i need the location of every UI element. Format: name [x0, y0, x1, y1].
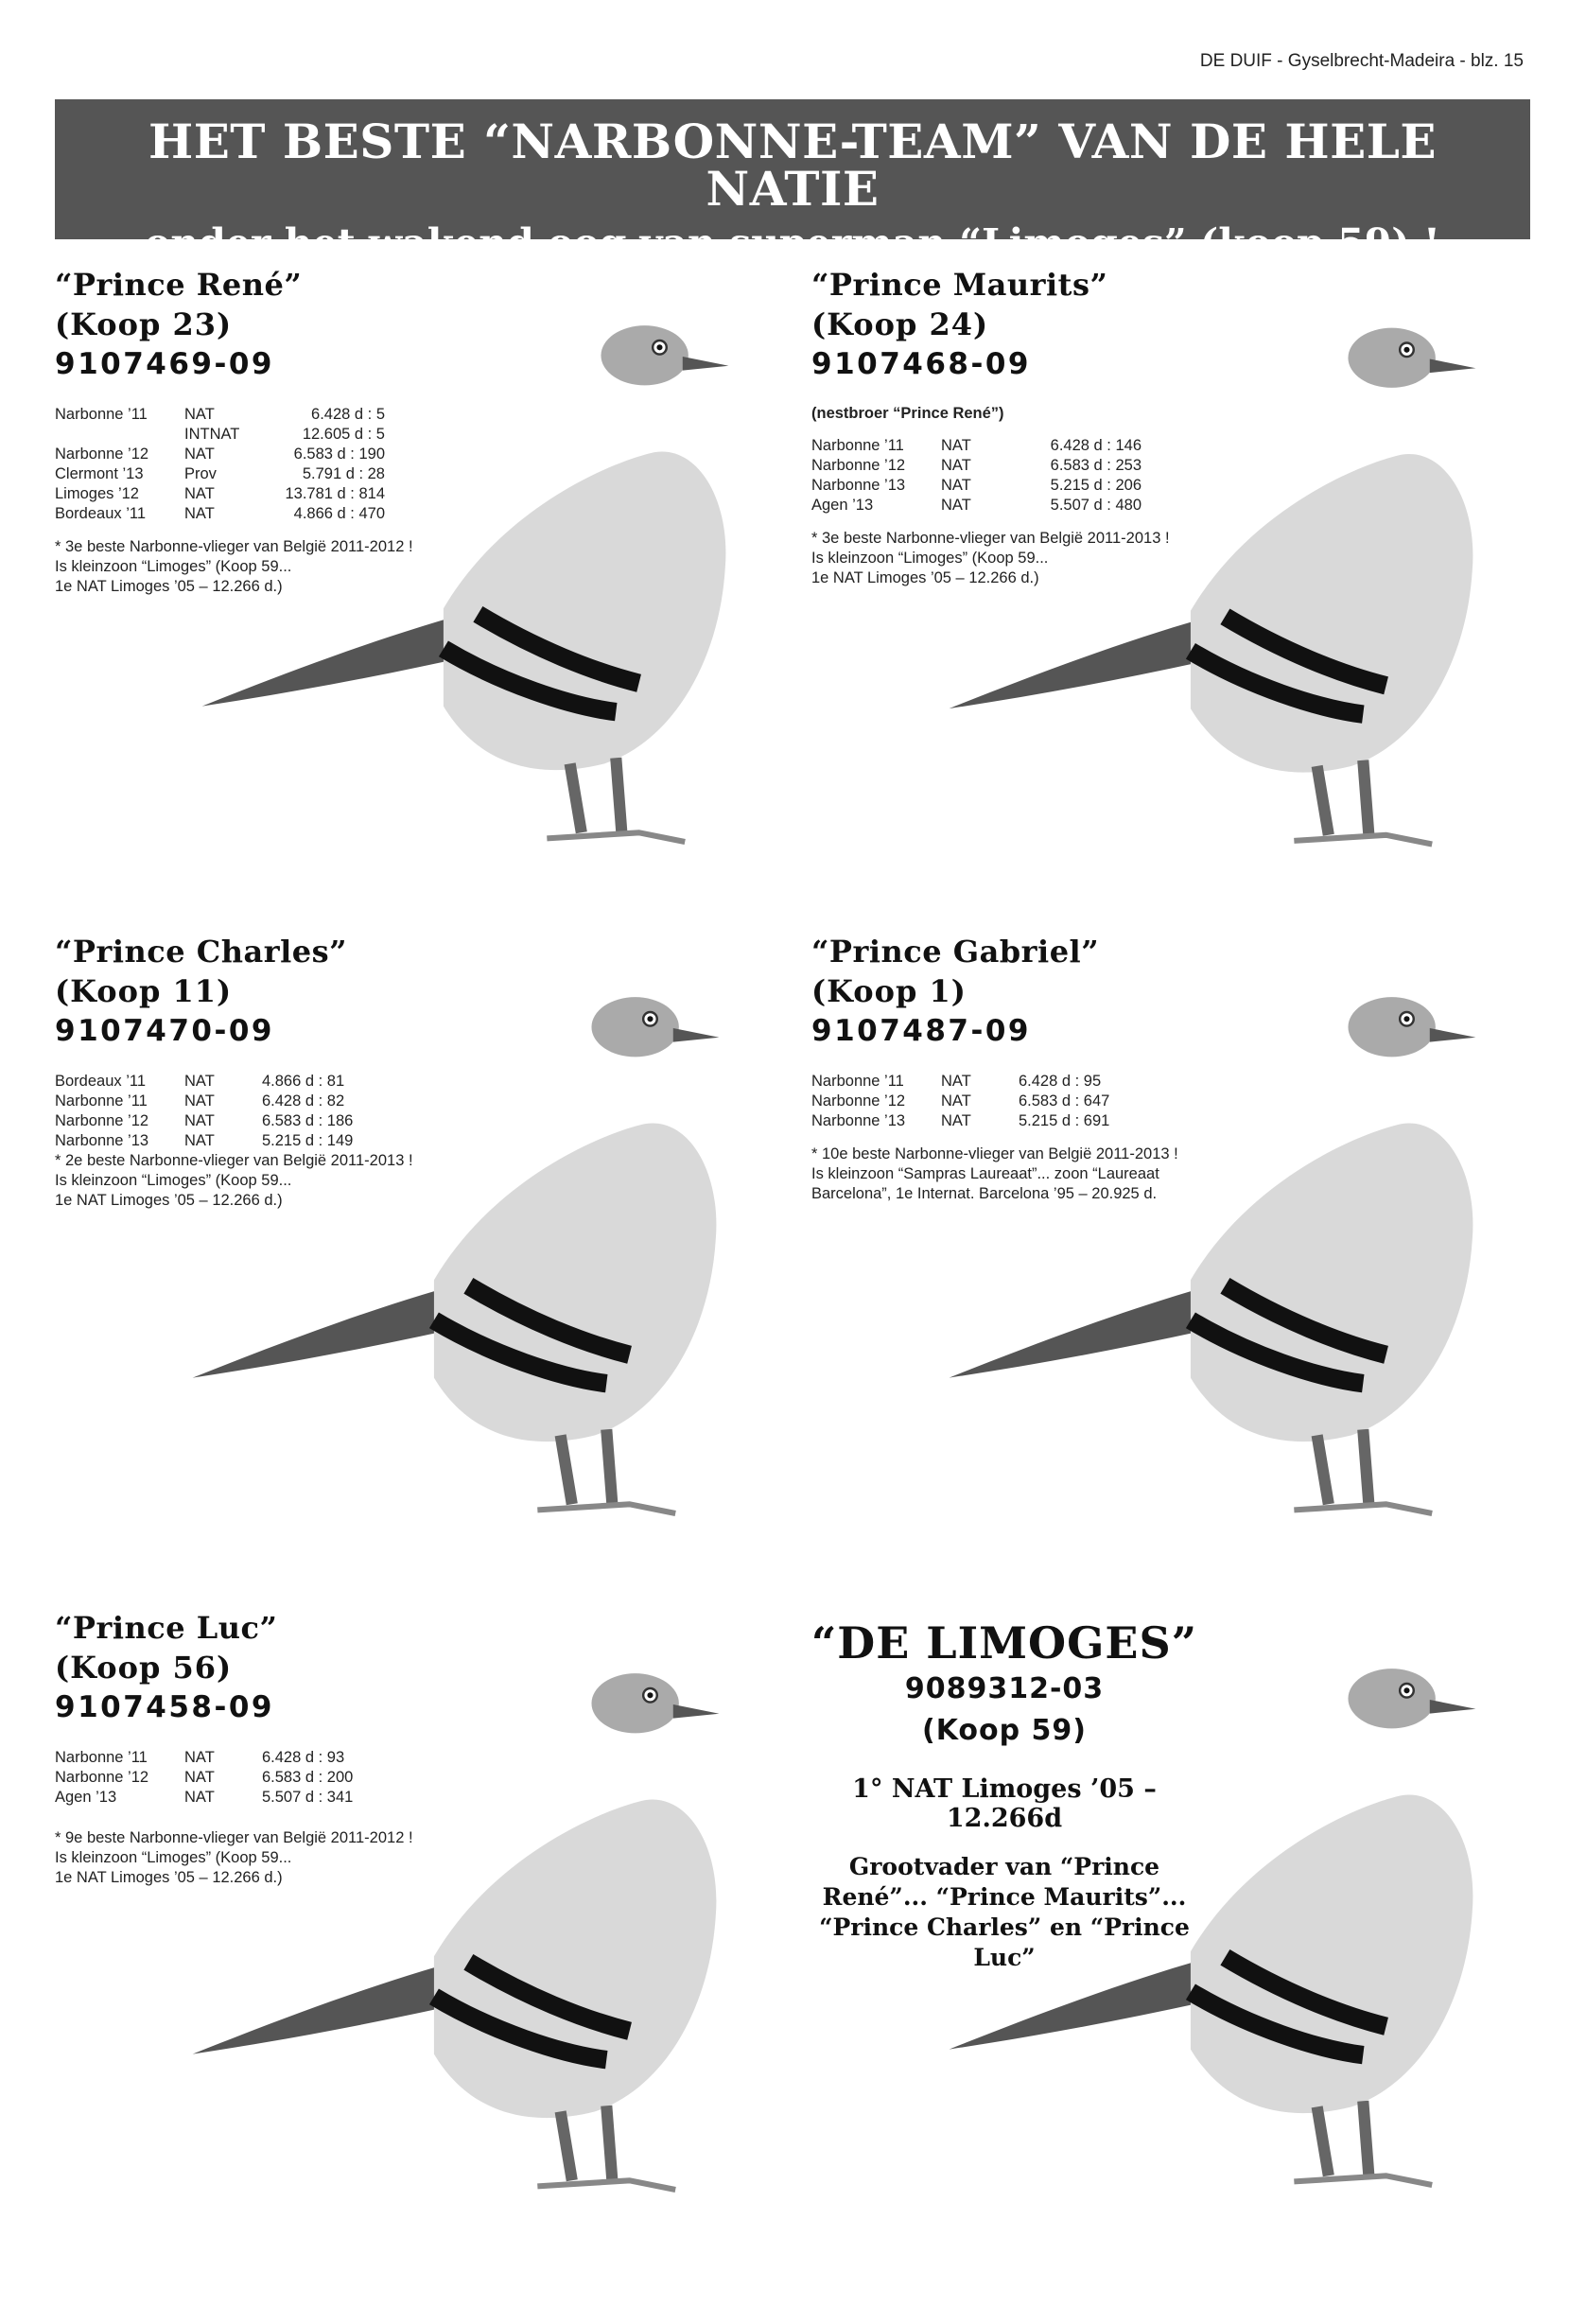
result-row: Bordeaux ’11 NAT 4.866 d : 470: [55, 505, 385, 522]
pigeon-ring: 9107468-09: [811, 347, 1031, 381]
pigeon-ring: 9107487-09: [811, 1014, 1031, 1048]
result-row: Agen ’13 NAT 5.507 d : 341: [55, 1789, 354, 1806]
result-row: Narbonne ’11 NAT 6.428 d : 93: [55, 1749, 345, 1766]
result-row: Narbonne ’11 NAT 6.428 d : 82: [55, 1092, 345, 1110]
pigeon-image-prince-gabriel: [903, 941, 1490, 1584]
pigeon-koop: (Koop 1): [811, 973, 967, 1009]
result-row: INTNAT 12.605 d : 5: [184, 426, 385, 443]
limoges-result: 1° NAT Limoges ’05 – 12.266d: [852, 1774, 1157, 1833]
pigeon-notes: * 3e beste Narbonne-vlieger van België 2011-2012 ! Is kleinzoon “Limoges” (Koop 59... 1e NAT Limoges ’05 – 12.266 d.): [55, 538, 413, 595]
result-row: Narbonne ’12 NAT 6.583 d : 647: [811, 1092, 1110, 1110]
result-row: Narbonne ’12 NAT 6.583 d : 190: [55, 446, 385, 463]
result-row: Agen ’13 NAT 5.507 d : 480: [811, 497, 1142, 514]
result-row: Narbonne ’12 NAT 6.583 d : 200: [55, 1769, 354, 1786]
pigeon-name: “Prince Maurits”: [811, 267, 1108, 303]
pigeon-ring: 9107469-09: [55, 347, 274, 381]
result-row: Narbonne ’13 NAT 5.215 d : 691: [811, 1112, 1110, 1129]
headline-subtitle: onder het wakend oog van superman “Limoges” (koop 59) !: [145, 220, 1440, 266]
result-row: Narbonne ’13 NAT 5.215 d : 206: [811, 477, 1142, 494]
result-row: Limoges ’12 NAT 13.781 d : 814: [55, 485, 385, 502]
pigeon-ring: 9107470-09: [55, 1014, 274, 1048]
pigeon-notes: * 2e beste Narbonne-vlieger van België 2011-2013 ! Is kleinzoon “Limoges” (Koop 59... 1e NAT Limoges ’05 – 12.266 d.): [55, 1152, 413, 1209]
pigeon-image-prince-rene: [156, 270, 742, 913]
headline-title: HET BESTE “NARBONNE-TEAM” VAN DE HELE NATIE: [148, 114, 1438, 217]
result-row: Narbonne ’12 NAT 6.583 d : 253: [811, 457, 1142, 474]
nestbroer-line: (nestbroer “Prince René”): [811, 405, 1004, 422]
pigeon-notes: * 3e beste Narbonne-vlieger van België 2011-2013 ! Is kleinzoon “Limoges” (Koop 59... 1e NAT Limoges ’05 – 12.266 d.): [811, 530, 1170, 586]
limoges-grandfather: Grootvader van “Prince René”... “Prince Maurits”... “Prince Charles” en “Prince Luc”: [819, 1853, 1190, 1971]
pigeon-koop: (Koop 11): [55, 973, 233, 1009]
pigeon-image-prince-luc: [147, 1617, 733, 2261]
pigeon-koop: (Koop 24): [811, 306, 989, 342]
result-row: Narbonne ’11 NAT 6.428 d : 95: [811, 1073, 1102, 1090]
pigeon-image-prince-charles: [147, 941, 733, 1584]
pigeon-notes: * 10e beste Narbonne-vlieger van België 2011-2013 ! Is kleinzoon “Sampras Laureaat”... zoon “Laureaat Barcelona”, 1e Internat. Barcelona ’95 – 20.925 d.: [811, 1145, 1178, 1202]
pigeon-image-prince-maurits: [903, 274, 1490, 913]
result-row: Clermont ’13 Prov 5.791 d : 28: [55, 465, 385, 482]
headline-banner: [55, 99, 1530, 266]
result-row: Narbonne ’11 NAT 6.428 d : 146: [811, 437, 1142, 454]
limoges-koop: (Koop 59): [921, 1714, 1088, 1747]
pigeon-name: “Prince Charles”: [55, 934, 347, 970]
running-header: DE DUIF - Gyselbrecht-Madeira - blz. 15: [1199, 51, 1524, 71]
result-row: Narbonne ’12 NAT 6.583 d : 186: [55, 1112, 354, 1129]
pigeon-ring: 9107458-09: [55, 1690, 274, 1724]
limoges-ring: 9089312-03: [904, 1672, 1105, 1705]
result-row: Bordeaux ’11 NAT 4.866 d : 81: [55, 1073, 345, 1090]
pigeon-koop: (Koop 23): [55, 306, 233, 342]
result-row: Narbonne ’13 NAT 5.215 d : 149: [55, 1132, 354, 1149]
pigeon-image-de-limoges: [903, 1608, 1490, 2261]
result-row: Narbonne ’11 NAT 6.428 d : 5: [55, 406, 385, 423]
pigeon-notes: * 9e beste Narbonne-vlieger van België 2011-2012 ! Is kleinzoon “Limoges” (Koop 59... 1e NAT Limoges ’05 – 12.266 d.): [55, 1829, 413, 1886]
pigeon-name: “Prince Luc”: [55, 1610, 278, 1646]
pigeon-koop: (Koop 56): [55, 1650, 233, 1686]
pigeon-name: “Prince René”: [55, 267, 303, 303]
pigeon-name: “Prince Gabriel”: [811, 934, 1100, 970]
limoges-name: “DE LIMOGES”: [810, 1617, 1198, 1669]
